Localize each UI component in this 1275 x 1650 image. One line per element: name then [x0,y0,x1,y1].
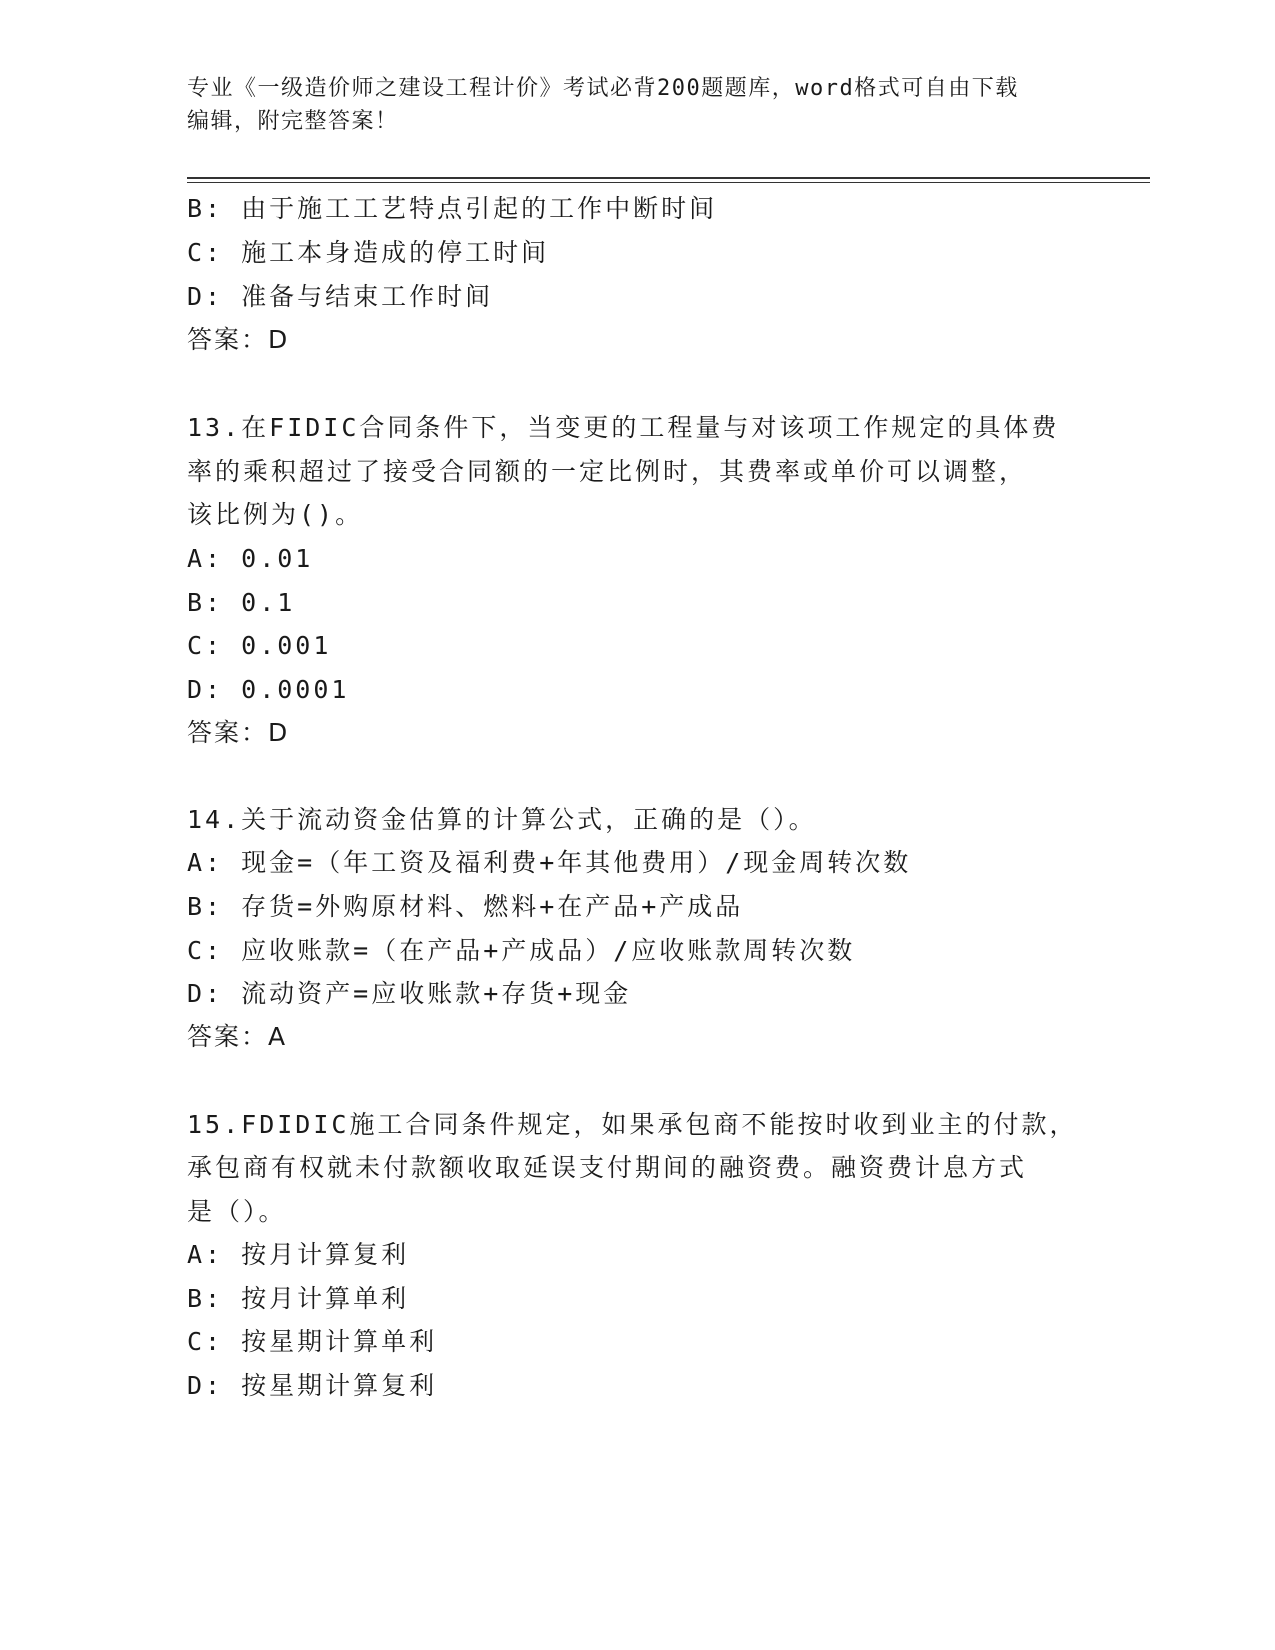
q15-stem-line-1: 15.FDIDIC施工合同条件规定，如果承包商不能按时收到业主的付款， [187,1110,1078,1139]
q13-stem-line-2: 率的乘积超过了接受合同额的一定比例时，其费率或单价可以调整， [187,457,1028,486]
q15-option-d: D: 按星期计算复利 [187,1371,438,1400]
q14-answer: 答案：A [187,1022,288,1051]
q12-option-d: D: 准备与结束工作时间 [187,282,494,311]
header-divider-thick [187,177,1150,179]
header-line-1: 专业《一级造价师之建设工程计价》考试必背200题题库，word格式可自由下载 [187,76,1019,101]
q13-option-a: A: 0.01 [187,544,314,573]
q12-answer: 答案：D [187,325,290,354]
q15-option-a: A: 按月计算复利 [187,1240,410,1269]
q15-stem-line-2: 承包商有权就未付款额收取延误支付期间的融资费。融资费计息方式 [187,1153,1028,1182]
q14-option-b: B: 存货=外购原材料、燃料+在产品+产成品 [187,892,744,921]
header-divider-thin [187,182,1150,183]
q13-stem-line-1: 13.在FIDIC合同条件下，当变更的工程量与对该项工作规定的具体费 [187,413,1060,442]
q15-option-c: C: 按星期计算单利 [187,1327,438,1356]
q13-option-b: B: 0.1 [187,588,296,617]
q12-option-c: C: 施工本身造成的停工时间 [187,238,550,267]
q14-option-c: C: 应收账款=（在产品+产成品）/应收账款周转次数 [187,936,856,965]
q13-option-c: C: 0.001 [187,631,332,660]
q12-option-b: B: 由于施工工艺特点引起的工作中断时间 [187,194,718,223]
q14-option-a: A: 现金=（年工资及福利费+年其他费用）/现金周转次数 [187,848,912,877]
q15-stem-line-3: 是（）。 [187,1197,287,1226]
q13-option-d: D: 0.0001 [187,675,350,704]
page-header [187,72,1087,138]
header-line-2: 编辑，附完整答案！ [187,109,399,134]
q13-stem-line-3: 该比例为()。 [187,500,364,529]
q15-option-b: B: 按月计算单利 [187,1284,410,1313]
q13-answer: 答案：D [187,718,290,747]
q14-option-d: D: 流动资产=应收账款+存货+现金 [187,979,632,1008]
q14-stem-line-1: 14.关于流动资金估算的计算公式，正确的是（）。 [187,805,817,834]
